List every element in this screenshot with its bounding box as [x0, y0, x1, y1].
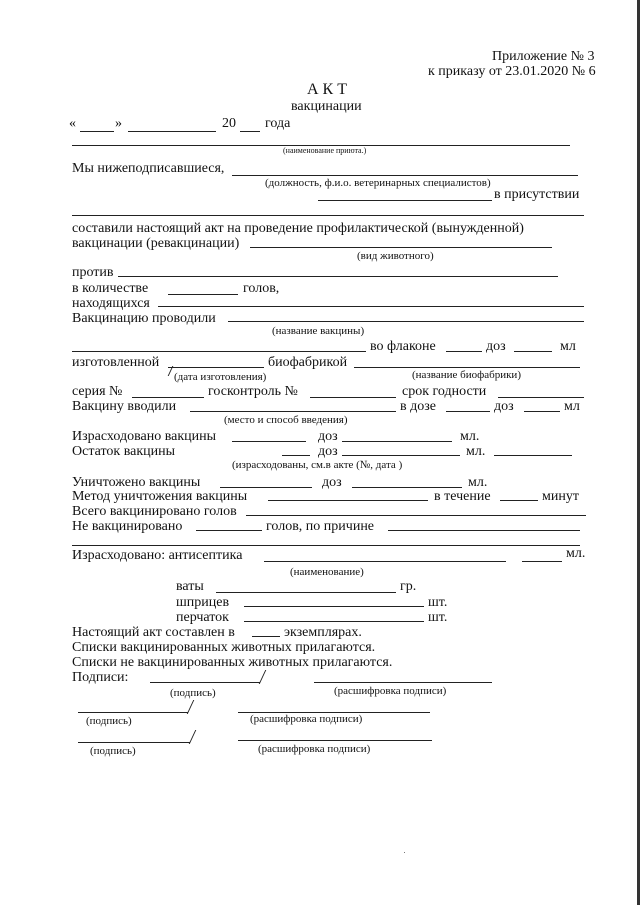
signature-3-field[interactable]	[78, 742, 190, 743]
remaining-doz-label: доз	[318, 444, 338, 459]
gloves-label: перчаток	[176, 610, 229, 625]
antiseptic-ml-label: мл.	[566, 546, 586, 561]
lists-vaccinated: Списки вакцинированных животных прилагаются.	[72, 640, 376, 655]
quantity-label: в количестве	[72, 281, 149, 296]
injection-method-field[interactable]	[190, 411, 396, 412]
cotton-field[interactable]	[216, 592, 396, 593]
destroyed-field[interactable]	[220, 487, 312, 488]
vial-doz-label: доз	[486, 339, 506, 354]
month-field[interactable]	[128, 131, 216, 132]
dose-ml-field[interactable]	[524, 411, 560, 412]
decoding-2-hint: (расшифровка подписи)	[250, 713, 363, 725]
scan-speck	[404, 852, 405, 853]
injected-label: Вакцину вводили	[72, 399, 177, 414]
total-vaccinated-field[interactable]	[246, 515, 586, 516]
decoding-1-hint: (расшифровка подписи)	[334, 685, 447, 697]
factory-name-hint: (название биофабрики)	[412, 369, 521, 381]
total-vaccinated-label: Всего вакцинировано голов	[72, 504, 237, 519]
destroy-method-label: Метод уничтожения вакцины	[72, 489, 248, 504]
reason-field[interactable]	[388, 530, 580, 531]
spent-hint: (израсходованы, см.в акте (№, дата )	[232, 459, 403, 471]
during-label: в течение	[434, 489, 491, 504]
vaccine-hint: (название вакцины)	[272, 325, 365, 337]
year-field[interactable]	[240, 131, 260, 132]
remaining-field[interactable]	[282, 455, 310, 456]
biofactory-label: биофабрикой	[268, 355, 348, 370]
decoding-1-field[interactable]	[314, 682, 492, 683]
series-label: серия №	[72, 384, 123, 399]
in-dose-label: в дозе	[400, 399, 436, 414]
date-open-quote: «	[69, 116, 76, 131]
remaining-label: Остаток вакцины	[72, 444, 176, 459]
antiseptic-field[interactable]	[264, 561, 506, 562]
destroyed-doz-label: доз	[322, 475, 342, 490]
shelter-hint: (наименование приюта.)	[283, 146, 367, 155]
signatures-label: Подписи:	[72, 670, 129, 685]
vial-ml-label: мл	[560, 339, 576, 354]
minutes-label: минут	[542, 489, 579, 504]
spent-doz-label: доз	[318, 429, 338, 444]
remaining-doz-field[interactable]	[342, 455, 460, 456]
animal-type-field[interactable]	[250, 247, 552, 248]
syringes-pcs-label: шт.	[428, 595, 448, 610]
destroyed-label: Уничтожено вакцины	[72, 475, 201, 490]
expiry-label: срок годности	[402, 384, 487, 399]
per-vial-label: во флаконе	[370, 339, 436, 354]
year-suffix: года	[265, 116, 291, 131]
against-label: против	[72, 265, 114, 280]
antiseptic-hint: (наименование)	[290, 566, 364, 578]
spent-ml-label: мл.	[460, 429, 480, 444]
dose-field[interactable]	[446, 411, 490, 412]
goscontrol-field[interactable]	[310, 397, 396, 398]
in-presence-label: в присутствии	[494, 187, 580, 202]
decoding-3-field[interactable]	[238, 740, 432, 741]
signature-2-hint: (подпись)	[86, 715, 132, 727]
presence-field[interactable]	[72, 215, 584, 216]
performed-label: Вакцинацию проводили	[72, 311, 216, 326]
destroyed-doz-field[interactable]	[352, 487, 462, 488]
place-method-hint: (место и способ введения)	[224, 414, 348, 426]
decoding-3-hint: (расшифровка подписи)	[258, 743, 371, 755]
not-vaccinated-label: Не вакцинировано	[72, 519, 183, 534]
goscontrol-label: госконтроль №	[208, 384, 298, 399]
destroyed-ml-label: мл.	[468, 475, 488, 490]
reason-field-cont[interactable]	[72, 545, 580, 546]
signature-3-hint: (подпись)	[90, 745, 136, 757]
against-field[interactable]	[118, 276, 558, 277]
vial-dose-field[interactable]	[446, 351, 482, 352]
antiseptic-label: Израсходовано: антисептика	[72, 548, 243, 563]
spent-vaccine-label: Израсходовано вакцины	[72, 429, 217, 444]
syringes-field[interactable]	[244, 606, 424, 607]
performed-field[interactable]	[228, 321, 584, 322]
copies-suffix: экземплярах.	[284, 625, 362, 640]
minutes-field[interactable]	[500, 500, 538, 501]
gloves-pcs-label: шт.	[428, 610, 448, 625]
quantity-field[interactable]	[168, 294, 238, 295]
order-reference: к приказу от 23.01.2020 № 6	[428, 64, 596, 79]
destroy-method-field[interactable]	[268, 500, 428, 501]
remaining-ml-field[interactable]	[494, 455, 572, 456]
copies-prefix: Настоящий акт составлен в	[72, 625, 235, 640]
antiseptic-ml-field[interactable]	[522, 561, 562, 562]
vaccine-name-field[interactable]	[72, 351, 366, 352]
day-field[interactable]	[80, 131, 114, 132]
signature-1-hint: (подпись)	[170, 687, 216, 699]
signature-2-field[interactable]	[78, 712, 188, 713]
copies-field[interactable]	[252, 636, 280, 637]
year-prefix: 20	[222, 116, 236, 131]
expiry-field[interactable]	[498, 397, 584, 398]
located-field[interactable]	[158, 306, 584, 307]
made-date-hint: (дата изготовления)	[174, 371, 267, 383]
syringes-label: шприцев	[176, 595, 230, 610]
gloves-field[interactable]	[244, 621, 424, 622]
specialists-field[interactable]	[232, 175, 578, 176]
lists-not-vaccinated: Списки не вакцинированных животных прилагаются.	[72, 655, 393, 670]
series-field[interactable]	[132, 397, 204, 398]
not-vaccinated-field[interactable]	[196, 530, 262, 531]
cotton-label: ваты	[176, 579, 204, 594]
appendix-number: Приложение № 3	[492, 49, 595, 64]
specialists-hint: (должность, ф.и.о. ветеринарных специалистов)	[265, 177, 491, 189]
spent-vaccine-field[interactable]	[232, 441, 306, 442]
heads-label: голов,	[243, 281, 280, 296]
animal-hint: (вид животного)	[357, 250, 434, 262]
signature-slash	[259, 670, 267, 684]
specialists-field-cont[interactable]	[318, 200, 492, 201]
dose-doz-label: доз	[494, 399, 514, 414]
located-label: находящихся	[72, 296, 150, 311]
signature-slash	[187, 700, 195, 714]
spent-doz-field[interactable]	[342, 441, 452, 442]
composed-line-2: вакцинации (ревакцинации)	[72, 236, 240, 251]
remaining-ml-label: мл.	[466, 444, 486, 459]
composed-line-1: составили настоящий акт на проведение профилактической (вынужденной)	[72, 221, 524, 236]
we-signed-label: Мы нижеподписавшиеся,	[72, 161, 225, 176]
manufacture-date-field[interactable]	[168, 367, 264, 368]
signature-1-field[interactable]	[150, 682, 260, 683]
document-title: А К Т	[307, 81, 347, 98]
biofactory-field[interactable]	[354, 367, 580, 368]
vial-ml-field[interactable]	[514, 351, 552, 352]
heads-reason-label: голов, по причине	[266, 519, 375, 534]
signature-slash	[189, 730, 197, 744]
cotton-gr-label: гр.	[400, 579, 417, 594]
date-close-quote: »	[115, 116, 122, 131]
dose-ml-label: мл	[564, 399, 580, 414]
manufactured-label: изготовленной	[72, 355, 160, 370]
document-subtitle: вакцинации	[291, 99, 362, 114]
